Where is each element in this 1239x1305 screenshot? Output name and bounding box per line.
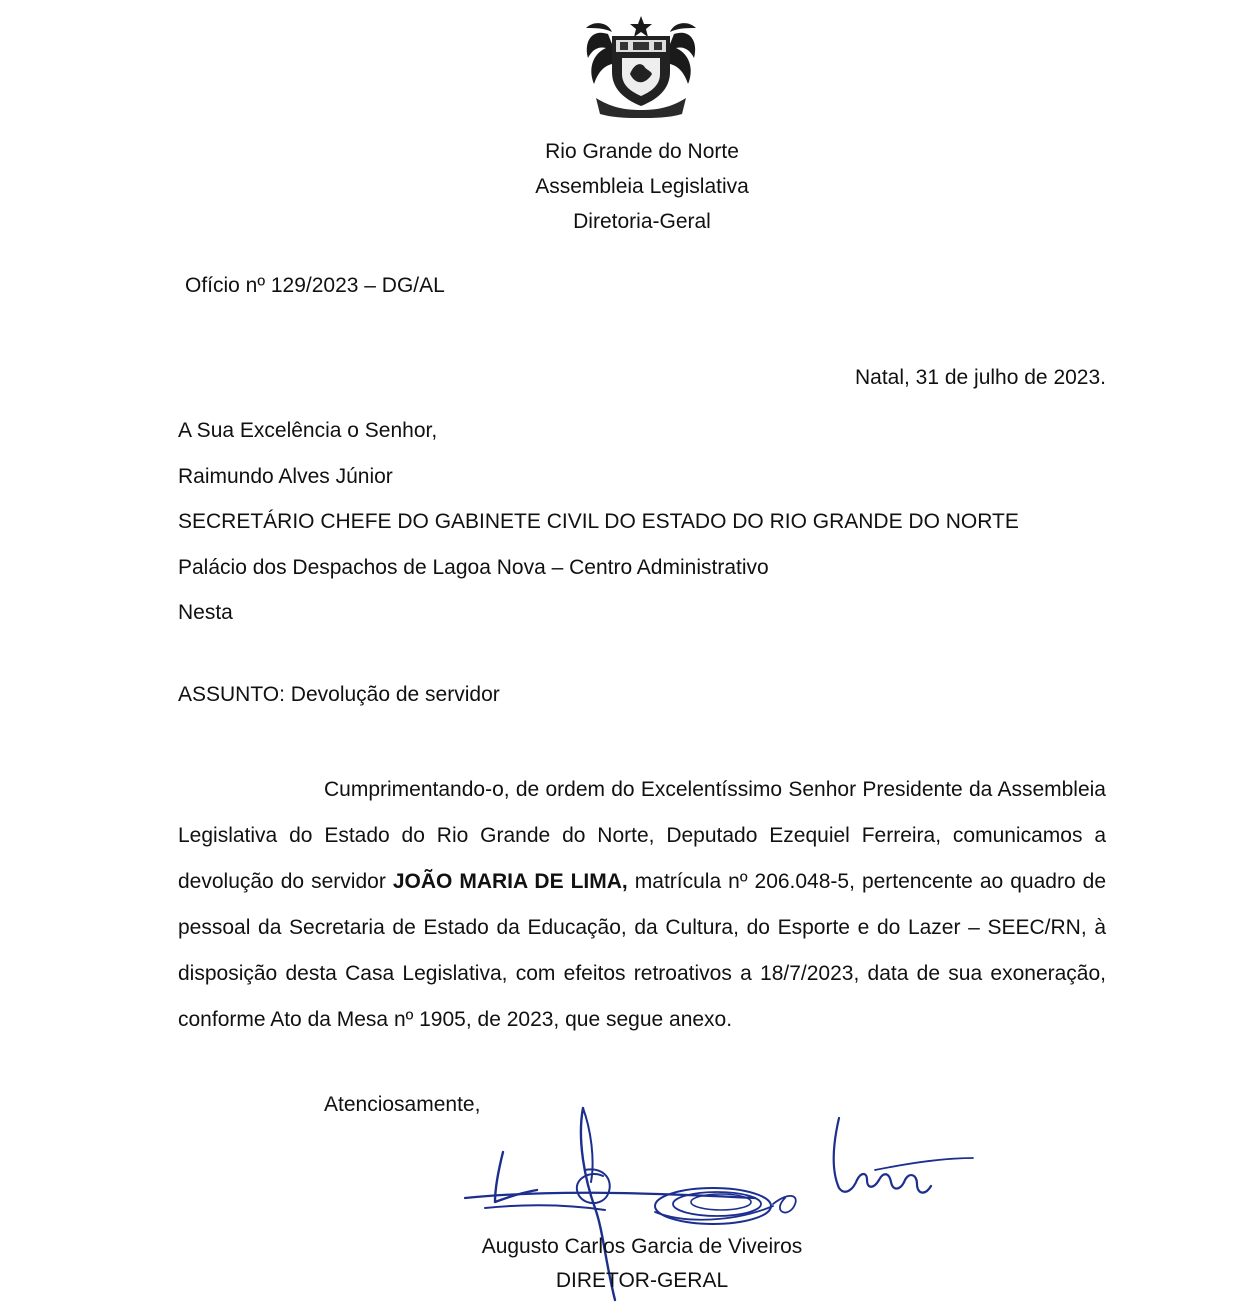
addressee-block [178,408,1019,636]
body-paragraph [178,767,1106,1043]
addressee-title: SECRETÁRIO CHEFE DO GABINETE CIVIL DO ESTADO DO RIO GRANDE DO NORTE [178,510,1019,533]
addressee-city: Nesta [178,601,233,624]
letterhead-department: Diretoria-Geral [573,210,711,233]
signer-block [0,1230,1239,1298]
document-reference: Ofício nº 129/2023 – DG/AL [185,274,445,297]
coat-of-arms-icon [578,14,704,118]
body-text-part2: matrícula nº 206.048-5, pertencente ao quadro de pessoal da Secretaria de Estado da Educação, da Cultura, do Esporte e do Lazer – SEEC/RN, à disposição desta Casa Legislativa, com efeitos retroativos a 18/7/2023, data de sua exoneração, conforme Ato da Mesa nº 1905, de 2023, que segue anexo. [178,870,1106,1031]
addressee-address: Palácio dos Despachos de Lagoa Nova – Centro Administrativo [178,555,769,579]
body-text-part1: Cumprimentando-o, de ordem do Excelentíssimo Senhor Presidente da Assembleia Legislativa do Estado do Rio Grande do Norte, Deputado Ezequiel Ferreira, comunicamos a devolução do servidor [178,778,1106,893]
addressee-name: Raimundo Alves Júnior [178,464,393,488]
letterhead-institution: Assembleia Legislativa [535,175,749,198]
letterhead [0,134,1239,239]
letterhead-state: Rio Grande do Norte [545,140,739,163]
addressee-salutation: A Sua Excelência o Senhor, [178,419,438,442]
closing-line: Atenciosamente, [324,1093,481,1116]
signer-name: Augusto Carlos Garcia de Viveiros [481,1235,803,1258]
subject-line: ASSUNTO: Devolução de servidor [178,683,500,706]
employee-name: JOÃO MARIA DE LIMA, [392,870,628,893]
signer-role: DIRETOR-GERAL [555,1269,729,1292]
date-line: Natal, 31 de julho de 2023. [854,366,1106,389]
